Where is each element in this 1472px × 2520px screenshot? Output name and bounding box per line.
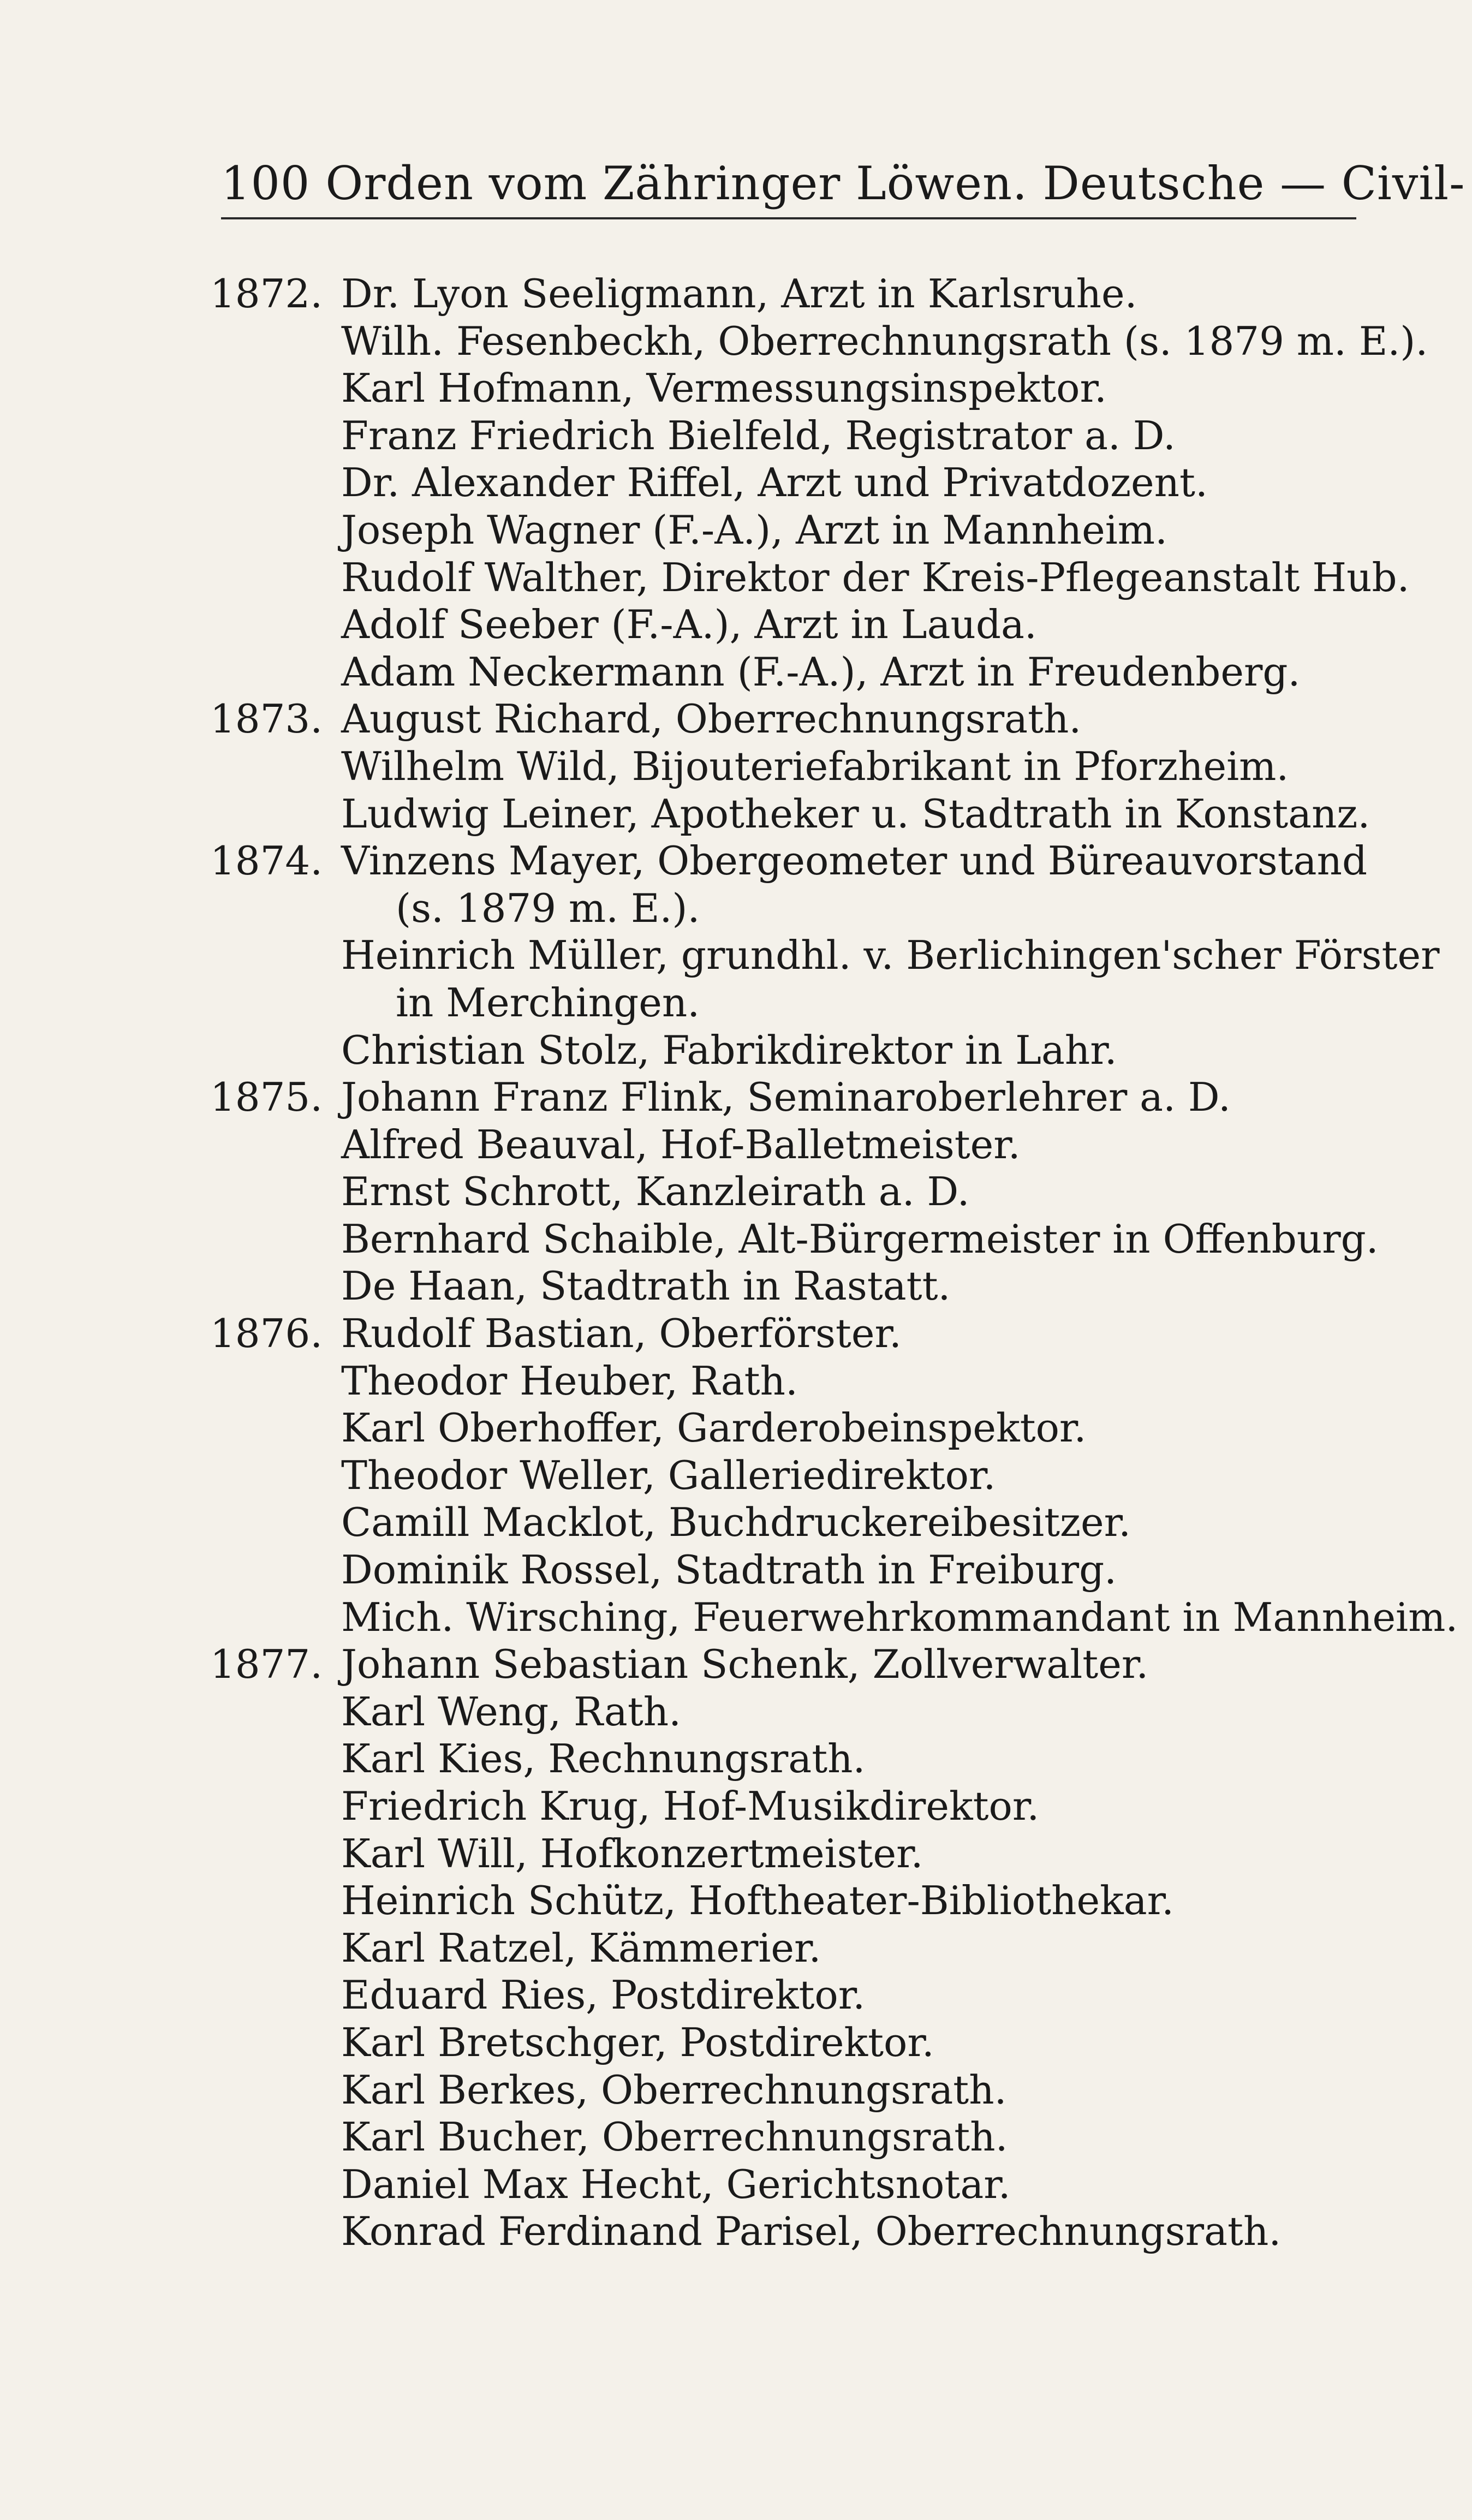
list-item bbox=[0, 412, 1472, 460]
list-item bbox=[0, 1121, 1472, 1169]
entry-text: Ludwig Leiner, Apotheker u. Stadtrath in Konstanz. bbox=[341, 790, 1370, 837]
list-item bbox=[0, 1735, 1472, 1783]
entry-text: Franz Friedrich Bielfeld, Registrator a. D. bbox=[341, 412, 1176, 458]
list-item bbox=[0, 979, 1472, 1027]
entry-text: Karl Hofmann, Vermessungsinspektor. bbox=[341, 365, 1107, 412]
list-item bbox=[0, 1877, 1472, 1925]
list-item bbox=[0, 2019, 1472, 2066]
entry-text: Alfred Beauval, Hof-Balletmeister. bbox=[341, 1121, 1021, 1167]
entry-text: Karl Bucher, Oberrechnungsrath. bbox=[341, 2114, 1008, 2160]
list-item bbox=[0, 885, 1472, 932]
entry-text: Theodor Weller, Galleriedirektor. bbox=[341, 1452, 996, 1498]
list-item bbox=[0, 1925, 1472, 1972]
list-item bbox=[0, 1783, 1472, 1830]
list-item bbox=[0, 1971, 1472, 2019]
list-item bbox=[0, 2113, 1472, 2161]
list-item bbox=[0, 1688, 1472, 1736]
list-item bbox=[0, 648, 1472, 696]
entry-text: (s. 1879 m. E.). bbox=[396, 885, 700, 931]
entry-text: Joseph Wagner (F.-A.), Arzt in Mannheim. bbox=[341, 507, 1167, 553]
entry-text: Karl Berkes, Oberrechnungsrath. bbox=[341, 2066, 1007, 2113]
list-item bbox=[0, 601, 1472, 648]
list-item bbox=[0, 1404, 1472, 1452]
entry-text: Heinrich Schütz, Hoftheater-Bibliothekar. bbox=[341, 1878, 1175, 1924]
entry-text: Karl Oberhoffer, Garderobeinspektor. bbox=[341, 1405, 1087, 1451]
entry-text: Christian Stolz, Fabrikdirektor in Lahr. bbox=[341, 1027, 1117, 1073]
entry-text: Friedrich Krug, Hof-Musikdirektor. bbox=[341, 1783, 1040, 1829]
entry-text: in Merchingen. bbox=[396, 979, 700, 1026]
entry-text: Adam Neckermann (F.-A.), Arzt in Freudenberg. bbox=[341, 648, 1301, 695]
entry-text: Wilh. Fesenbeckh, Oberrechnungsrath (s. 1879 m. E.). bbox=[341, 318, 1428, 364]
entry-text: Johann Franz Flink, Seminaroberlehrer a. D. bbox=[341, 1074, 1231, 1121]
list-item bbox=[0, 790, 1472, 838]
entry-text: Theodor Heuber, Rath. bbox=[341, 1357, 798, 1404]
list-item bbox=[0, 1641, 1472, 1688]
entry-text: Karl Ratzel, Kämmerier. bbox=[341, 1925, 821, 1971]
list-item bbox=[0, 1216, 1472, 1263]
list-item bbox=[0, 507, 1472, 554]
entry-year: 1876. bbox=[210, 1310, 323, 1357]
list-item bbox=[0, 1074, 1472, 1121]
page-number: 100 bbox=[221, 157, 311, 210]
entry-year: 1875. bbox=[210, 1074, 323, 1121]
header-rule bbox=[221, 217, 1356, 219]
entry-text: Adolf Seeber (F.-A.), Arzt in Lauda. bbox=[341, 601, 1037, 648]
entry-text: Karl Kies, Rechnungsrath. bbox=[341, 1736, 866, 1782]
entry-text: Bernhard Schaible, Alt-Bürgermeister in Offenburg. bbox=[341, 1216, 1379, 1262]
list-item bbox=[0, 1168, 1472, 1216]
list-item bbox=[0, 743, 1472, 790]
list-item bbox=[0, 1830, 1472, 1878]
entry-text: Eduard Ries, Postdirektor. bbox=[341, 1972, 866, 2018]
list-item bbox=[0, 554, 1472, 601]
list-item bbox=[0, 695, 1472, 743]
list-item bbox=[0, 1546, 1472, 1594]
list-item bbox=[0, 270, 1472, 318]
entry-year: 1873. bbox=[210, 696, 323, 742]
entry-text: Karl Will, Hofkonzertmeister. bbox=[341, 1830, 923, 1876]
list-item bbox=[0, 932, 1472, 979]
entry-text: Dominik Rossel, Stadtrath in Freiburg. bbox=[341, 1547, 1117, 1593]
list-item bbox=[0, 1357, 1472, 1405]
list-item bbox=[0, 2161, 1472, 2208]
list-item bbox=[0, 2066, 1472, 2114]
entry-text: Wilhelm Wild, Bijouteriefabrikant in Pforzheim. bbox=[341, 743, 1289, 789]
entry-text: Karl Weng, Rath. bbox=[341, 1688, 682, 1735]
entry-text: August Richard, Oberrechnungsrath. bbox=[341, 696, 1082, 742]
entry-text: Rudolf Walther, Direktor der Kreis-Pflegeanstalt Hub. bbox=[341, 554, 1410, 600]
list-item bbox=[0, 1452, 1472, 1499]
entry-year: 1874. bbox=[210, 838, 323, 884]
entry-text: Dr. Lyon Seeligmann, Arzt in Karlsruhe. bbox=[341, 271, 1137, 317]
entry-year: 1877. bbox=[210, 1641, 323, 1688]
entry-text: Heinrich Müller, grundhl. v. Berlichingen'scher Förster bbox=[341, 932, 1440, 979]
entry-text: Vinzens Mayer, Obergeometer und Büreauvorstand bbox=[341, 838, 1368, 884]
entry-text: Daniel Max Hecht, Gerichtsnotar. bbox=[341, 2161, 1011, 2207]
list-item bbox=[0, 1310, 1472, 1357]
list-item bbox=[0, 1262, 1472, 1310]
list-item bbox=[0, 1499, 1472, 1546]
running-title: Orden vom Zähringer Löwen. Deutsche — Civil- bbox=[325, 157, 1465, 210]
list-item bbox=[0, 2208, 1472, 2255]
list-item bbox=[0, 1027, 1472, 1074]
list-item bbox=[0, 1594, 1472, 1641]
entry-text: Konrad Ferdinand Parisel, Oberrechnungsrath. bbox=[341, 2208, 1282, 2255]
list-item bbox=[0, 459, 1472, 507]
entry-list bbox=[0, 270, 1472, 2255]
entry-text: Rudolf Bastian, Oberförster. bbox=[341, 1310, 902, 1357]
page-header bbox=[221, 145, 1465, 210]
entry-text: Ernst Schrott, Kanzleirath a. D. bbox=[341, 1169, 970, 1215]
entry-text: Dr. Alexander Riffel, Arzt und Privatdozent. bbox=[341, 460, 1208, 506]
entry-text: De Haan, Stadtrath in Rastatt. bbox=[341, 1263, 951, 1309]
list-item bbox=[0, 365, 1472, 412]
list-item bbox=[0, 837, 1472, 885]
entry-text: Camill Macklot, Buchdruckereibesitzer. bbox=[341, 1499, 1131, 1546]
entry-year: 1872. bbox=[210, 271, 323, 317]
list-item bbox=[0, 318, 1472, 365]
entry-text: Karl Bretschger, Postdirektor. bbox=[341, 2019, 934, 2065]
entry-text: Johann Sebastian Schenk, Zollverwalter. bbox=[341, 1641, 1149, 1688]
entry-text: Mich. Wirsching, Feuerwehrkommandant in Mannheim. bbox=[341, 1594, 1458, 1640]
